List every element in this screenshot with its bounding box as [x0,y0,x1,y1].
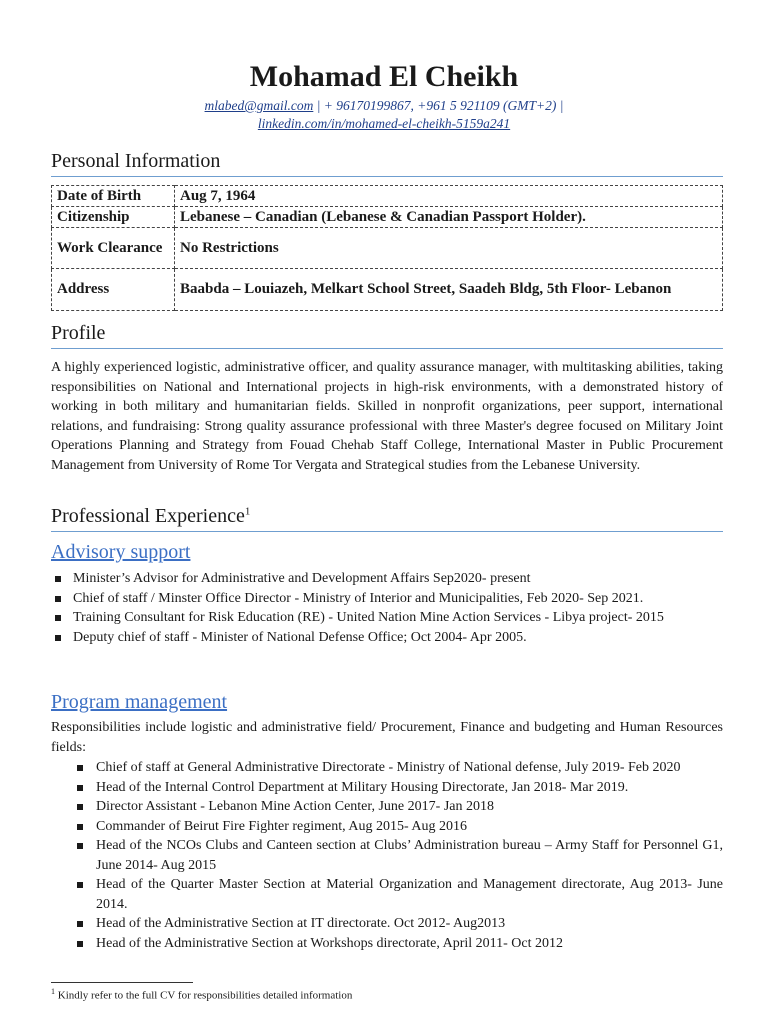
row-key: Address [52,269,175,311]
footnote-text: Kindly refer to the full CV for responsibilities detailed information [55,989,353,1002]
row-key: Citizenship [52,207,175,228]
program-intro: Responsibilities include logistic and administrative field/ Procurement, Finance and budgeting and Human Resources fields: [51,720,723,755]
cv-name: Mohamad El Cheikh [249,60,519,93]
list-item: Head of the Administrative Section at IT directorate. Oct 2012- Aug2013 [73,914,723,934]
advisory-list [51,569,723,647]
row-value: No Restrictions [175,228,723,269]
list-item: Head of the NCOs Clubs and Canteen section at Clubs’ Administration bureau – Army Staff for Personnel G1, June 2014- Aug 2015 [73,836,723,875]
list-item: Director Assistant - Lebanon Mine Action Center, June 2017- Jan 2018 [73,797,723,817]
list-item: Head of the Administrative Section at Workshops directorate, April 2011- Oct 2012 [73,934,723,954]
email-link[interactable]: mlabed@gmail.com [204,98,314,113]
program-management-heading: Program management [51,691,228,713]
row-value: Lebanese – Canadian (Lebanese & Canadian Passport Holder). [175,207,723,228]
contact-line-1 [0,97,768,115]
row-key: Work Clearance [52,228,175,269]
personal-info-table [51,185,723,311]
profile-heading: Profile [51,322,723,349]
experience-heading-text: Professional Experience [51,505,245,527]
list-item: Head of the Quarter Master Section at Material Organization and Management directorate, Aug 2013- June 2014. [73,875,723,914]
list-item: Training Consultant for Risk Education (RE) - United Nation Mine Action Services - Libya project- 2015 [51,608,723,628]
linkedin-link[interactable]: linkedin.com/in/mohamed-el-cheikh-5159a241 [257,116,511,131]
personal-info-heading: Personal Information [51,150,723,177]
program-list [73,758,723,953]
table-row [52,186,723,207]
footnote-ref[interactable]: 1 [244,505,251,518]
contact-line-2 [0,115,768,133]
footnote [51,987,352,1002]
experience-heading [51,505,723,532]
table-row [52,228,723,269]
footnote-separator [51,982,193,983]
footnote-mark: 1 [51,987,55,996]
list-item: Head of the Internal Control Department at Military Housing Directorate, Jan 2018- Mar 2019. [73,778,723,798]
list-item: Minister’s Advisor for Administrative and Development Affairs Sep2020- present [51,569,723,589]
profile-text: A highly experienced logistic, administrative officer, and quality assurance manager, with multitasking abilities, taking responsibilities on National and International projects in high-risk environments, with a demonstrated history of working in both military and humanitarian fields. Skilled in nonprofit organizations, peer support, international relations, and fundraising: Strong quality assurance professional with three Master's degree focused on Military Joint Operations Planning and Strategy from Fouad Chehab Staff College, International Master in Public Procurement Management from University of Rome Tor Vergata and Strategical studies from the Lebanese University. [51,360,723,473]
row-value: Baabda – Louiazeh, Melkart School Street, Saadeh Bldg, 5th Floor- Lebanon [175,269,723,311]
contact-block [0,97,768,133]
row-value: Aug 7, 1964 [175,186,723,207]
row-key: Date of Birth [52,186,175,207]
list-item: Chief of staff / Minster Office Director - Ministry of Interior and Municipalities, Feb 2020- Sep 2021. [51,589,723,609]
advisory-support-heading: Advisory support [51,541,191,563]
list-item: Commander of Beirut Fire Fighter regiment, Aug 2015- Aug 2016 [73,817,723,837]
list-item: Chief of staff at General Administrative Directorate - Ministry of National defense, July 2019- Feb 2020 [73,758,723,778]
list-item: Deputy chief of staff - Minister of National Defense Office; Oct 2004- Apr 2005. [51,628,723,648]
table-row [52,207,723,228]
phone-text: | + 96170199867, +961 5 921109 (GMT+2) | [313,98,564,113]
table-row [52,269,723,311]
